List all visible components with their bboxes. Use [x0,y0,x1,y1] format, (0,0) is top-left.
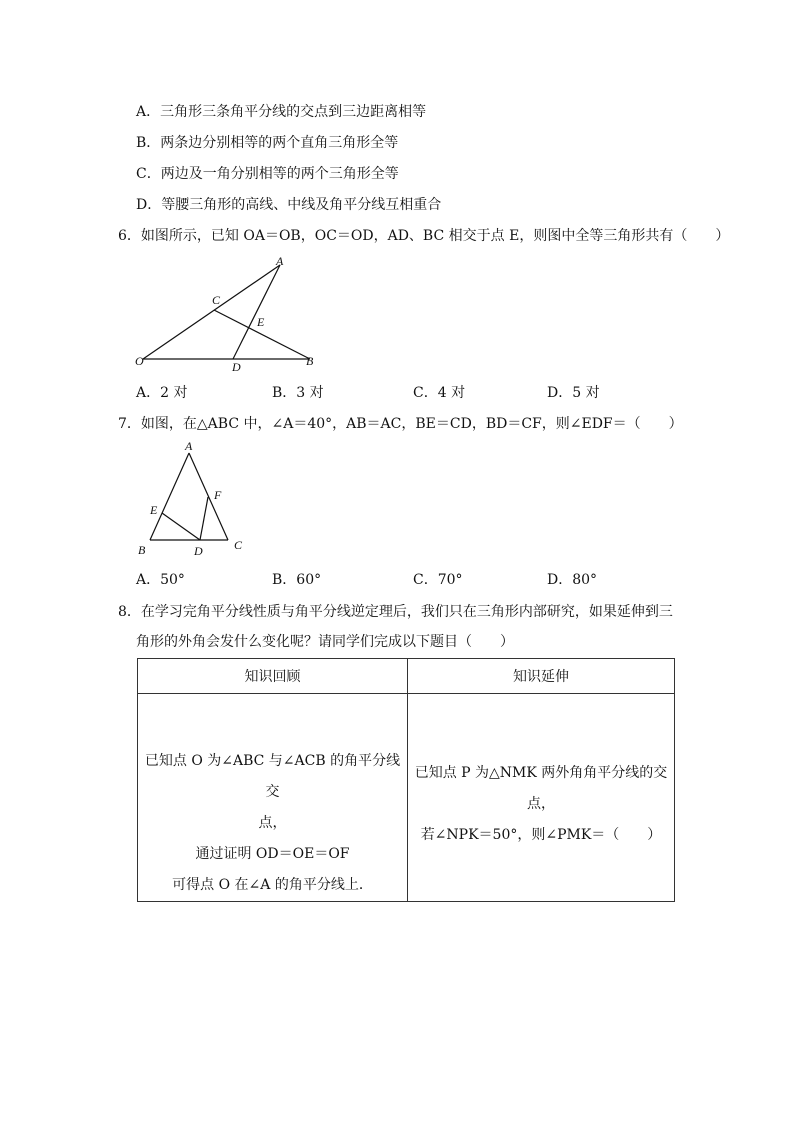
q6-option-c: C．4 对 [413,385,466,401]
q7-segment-ab [150,453,189,540]
q6-label-o: O [135,354,144,368]
q7-figure [130,440,250,560]
q7-segment-df [200,497,208,540]
q6-label-a: A [276,255,284,268]
q6-option-b: B．3 对 [272,385,324,401]
q7-option-a: A．50° [136,572,185,588]
q8-right-line1: 已知点 P 为△NMK 两外角角平分线的交点， [414,765,668,812]
q6-segment-oa [143,265,280,359]
q7-label-a: A [185,440,193,453]
q7-label-b: B [138,543,146,557]
q7-label-c: C [234,538,243,552]
q6-option-a: A．2 对 [136,385,188,401]
q6-label-c: C [212,293,221,307]
q8-stem-line2: 角形的外角会发什么变化呢？请同学们完成以下题目（ ） [136,634,514,650]
q6-label-b: B [306,354,314,368]
prev-option-a: A．三角形三条角平分线的交点到三边距离相等 [136,104,427,120]
q6-label-d: D [232,360,241,374]
q8-left-line2: 点， [258,815,287,831]
q6-segment-ad [233,265,280,359]
q8-right-line2: 若∠NPK＝50°，则∠PMK＝（ ） [420,827,662,843]
q6-figure [130,255,330,375]
q8-table [137,658,675,902]
q8-left-line1: 已知点 O 为∠ABC 与∠ACB 的角平分线交 [144,753,401,800]
prev-option-b: B．两条边分别相等的两个直角三角形全等 [136,135,399,151]
prev-option-d: D．等腰三角形的高线、中线及角平分线互相重合 [136,197,442,213]
q8-table-header-left: 知识回顾 [138,659,408,694]
q8-left-line4: 可得点 O 在∠A 的角平分线上． [172,877,373,893]
q8-table-header-right: 知识延伸 [408,659,675,694]
q8-table-right-cell [408,694,675,902]
q7-label-d: D [194,544,203,558]
q8-stem-line1: 8．在学习完角平分线性质与角平分线逆定理后，我们只在三角形内部研究，如果延伸到三 [118,604,673,620]
q7-option-c: C．70° [413,572,463,588]
q6-option-d: D．5 对 [547,385,600,401]
q7-option-d: D．80° [547,572,598,588]
q7-stem: 7．如图，在△ABC 中，∠A＝40°，AB＝AC，BE＝CD，BD＝CF，则∠EDF＝（ ） [118,416,683,432]
q7-segment-ac [189,453,228,540]
q7-label-e: E [150,503,158,517]
q7-label-f: F [214,488,222,502]
q8-left-line3: 通过证明 OD＝OE＝OF [195,846,350,862]
q7-segment-ed [162,513,200,540]
prev-option-c: C．两边及一角分别相等的两个三角形全等 [136,166,399,182]
q8-table-left-cell [138,694,408,902]
q6-label-e: E [257,315,265,329]
q6-stem: 6．如图所示，已知 OA＝OB，OC＝OD，AD、BC 相交于点 E，则图中全等三角形共有（ ） [118,228,730,244]
q7-option-b: B．60° [272,572,322,588]
